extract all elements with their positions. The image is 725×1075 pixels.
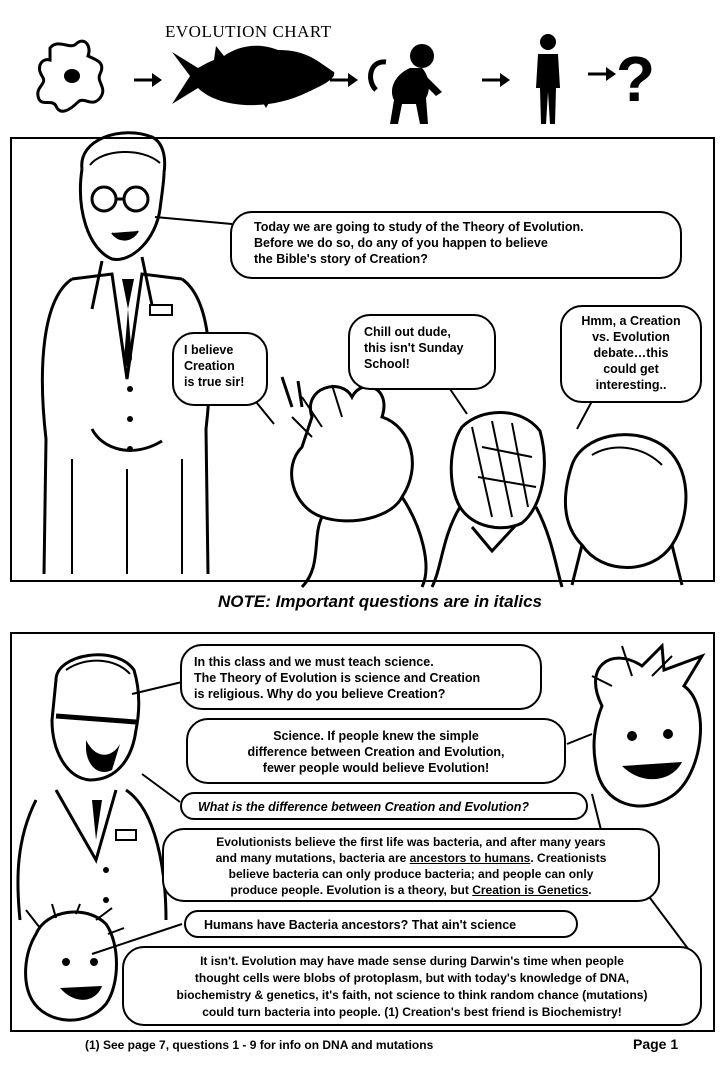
bubble-line: believe bacteria can only produce bacteria; and people can only bbox=[228, 867, 594, 881]
bubble-line: Science. If people knew the simple bbox=[273, 729, 479, 743]
speech-bubble-student-right bbox=[560, 305, 702, 403]
bubble-line: could get bbox=[603, 362, 659, 376]
speech-bubble-teacher-question bbox=[180, 792, 588, 820]
bubble-line: is true sir! bbox=[184, 375, 245, 389]
bubble-line: debate…this bbox=[593, 346, 669, 360]
bubble-line: Creation bbox=[184, 359, 235, 373]
speech-bubble-student-left bbox=[172, 332, 268, 406]
chart-title: EVOLUTION CHART bbox=[165, 22, 332, 41]
monkey-icon bbox=[366, 40, 456, 130]
bubble-line: difference between Creation and Evolution, bbox=[247, 745, 505, 759]
panel-discussion bbox=[10, 632, 715, 1032]
fish-icon bbox=[168, 42, 338, 114]
speech-bubble-student-2 bbox=[162, 828, 660, 902]
bubble-text: . Creationists bbox=[530, 851, 607, 865]
bubble-line: I believe bbox=[184, 343, 234, 357]
bubble-line: Humans have Bacteria ancestors? That ain't science bbox=[204, 918, 517, 932]
bubble-line bbox=[170, 882, 652, 898]
bubble-line: the Bible's story of Creation? bbox=[254, 252, 428, 266]
bubble-line: Evolutionists believe the first life was bacteria, and after many years bbox=[216, 835, 606, 849]
bubble-line: Hmm, a Creation bbox=[581, 314, 681, 328]
footnote: (1) See page 7, questions 1 - 9 for info on DNA and mutations bbox=[85, 1038, 434, 1052]
note-italics: NOTE: Important questions are in italics bbox=[218, 592, 542, 611]
bubble-line: It isn't. Evolution may have made sense during Darwin's time when people bbox=[200, 954, 624, 968]
bubble-line: this isn't Sunday bbox=[364, 341, 464, 355]
bubble-line: vs. Evolution bbox=[592, 330, 670, 344]
arrow-icon bbox=[134, 72, 162, 88]
bubble-line: School! bbox=[364, 357, 410, 371]
underlined-text: ancestors to humans bbox=[409, 851, 531, 865]
bubble-text: produce people. Evolution is a theory, but bbox=[230, 883, 473, 897]
bubble-line: In this class and we must teach science. bbox=[194, 655, 434, 669]
panel-classroom-intro bbox=[10, 137, 715, 582]
question-mark: ? bbox=[616, 43, 656, 115]
speech-bubble-student-1 bbox=[186, 718, 566, 784]
bubble-text: . bbox=[588, 883, 592, 897]
arrow-icon bbox=[482, 72, 510, 88]
human-icon bbox=[528, 32, 568, 128]
amoeba-icon bbox=[30, 36, 125, 116]
speech-bubble-teacher-1 bbox=[180, 644, 542, 710]
speech-bubble-student-3 bbox=[184, 910, 578, 938]
bubble-line: What is the difference between Creation and Evolution? bbox=[198, 800, 530, 814]
bubble-line: is religious. Why do you believe Creation? bbox=[194, 687, 446, 701]
arrow-icon bbox=[330, 72, 358, 88]
speech-bubble-student-middle bbox=[348, 314, 496, 390]
bubble-line: Before we do so, do any of you happen to believe bbox=[254, 236, 548, 250]
page-number: Page 1 bbox=[633, 1036, 679, 1052]
bubble-line: fewer people would believe Evolution! bbox=[262, 761, 490, 775]
bubble-line: biochemistry & genetics, it's faith, not science to think random chance (mutations) bbox=[176, 988, 648, 1002]
underlined-text: Creation is Genetics bbox=[472, 883, 589, 897]
bubble-line bbox=[170, 850, 652, 866]
bubble-line: could turn bacteria into people. (1) Creation's best friend is Biochemistry! bbox=[202, 1005, 622, 1019]
speech-bubble-teacher bbox=[230, 211, 682, 279]
bubble-text: and many mutations, bacteria are bbox=[215, 851, 410, 865]
speech-bubble-student-4 bbox=[122, 946, 702, 1026]
bubble-line: Chill out dude, bbox=[364, 325, 451, 339]
bubble-line: thought cells were blobs of protoplasm, but with today's knowledge of DNA, bbox=[194, 971, 630, 985]
bubble-line: The Theory of Evolution is science and Creation bbox=[194, 671, 481, 685]
bubble-line: Today we are going to study of the Theory of Evolution. bbox=[254, 220, 584, 234]
arrow-icon bbox=[588, 66, 616, 82]
bubble-line: interesting.. bbox=[595, 378, 667, 392]
